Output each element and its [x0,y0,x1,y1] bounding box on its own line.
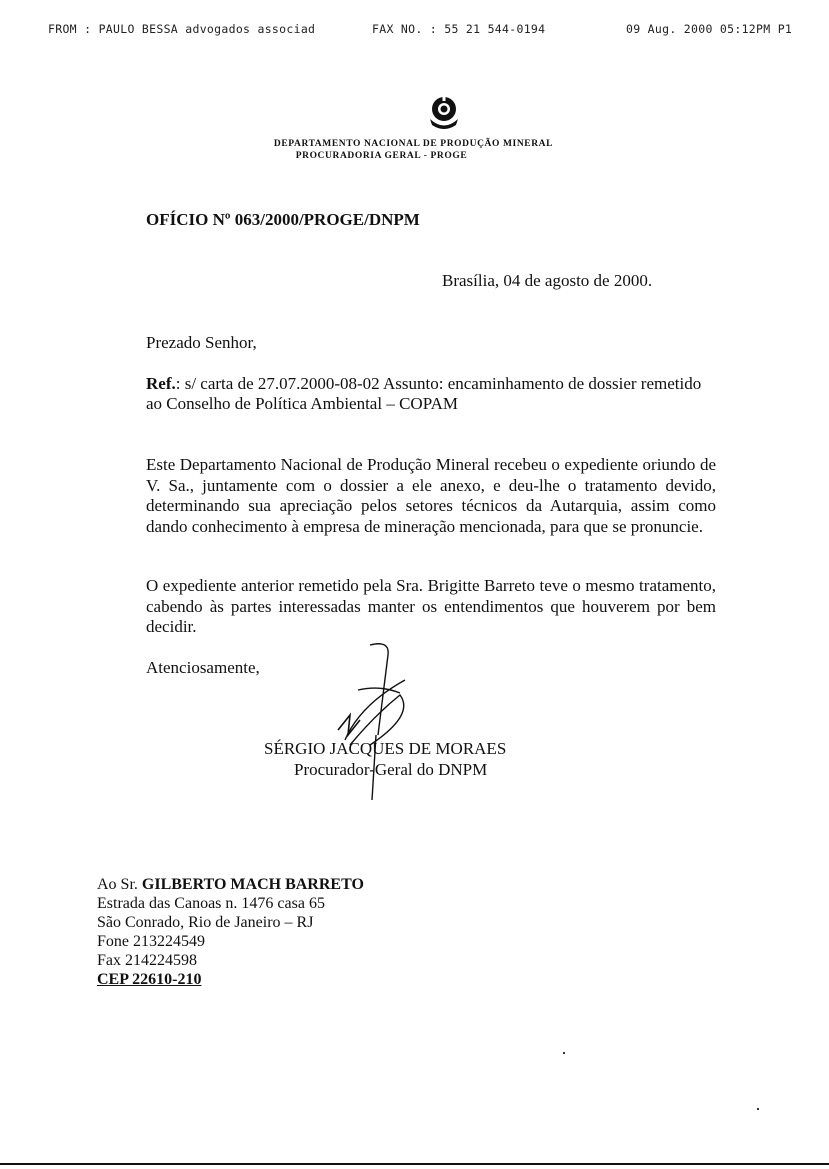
document-number: OFÍCIO Nº 063/2000/PROGE/DNPM [146,210,420,229]
addressee-fax: Fax 214224598 [97,952,197,969]
body-paragraph-1-text: Este Departamento Nacional de Produção Mineral recebeu o expediente oriundo de V. Sa., juntamente com o dossier a ele anexo, e deu-lhe o tratamento devido, determinando sua apreciação pelos setores técnicos da Autarquia, assim como dando conhecimento à empresa de mineração mencionada, para que se pronuncie. [146,455,716,536]
signatory-title: Procurador-Geral do DNPM [294,760,488,779]
addressee-city: São Conrado, Rio de Janeiro – RJ [97,914,314,931]
addressee-line [97,875,364,894]
body-paragraph-2-text: O expediente anterior remetido pela Sra. Brigitte Barreto teve o mesmo tratamento, cabendo às partes interessadas manter os entendimentos que houverem por bem decidir. [146,576,716,636]
reference-label: Ref. [146,374,176,393]
fax-timestamp: 09 Aug. 2000 05:12PM P1 [626,22,793,36]
addressee-phone: Fone 213224549 [97,933,205,950]
fax-from: FROM : PAULO BESSA advogados associad [48,22,316,36]
fax-bottom-edge [0,1163,829,1165]
body-paragraph [146,576,716,638]
scan-speck [563,1052,565,1054]
date-line: Brasília, 04 de agosto de 2000. [442,271,653,290]
brazil-coat-of-arms-icon [424,92,464,132]
salutation: Prezado Senhor, [146,333,257,352]
body-paragraph [146,455,716,537]
addressee-block [97,875,364,989]
addressee-street: Estrada das Canoas n. 1476 casa 65 [97,895,325,912]
addressee-cep: CEP 22610-210 [97,971,202,988]
signatory-name: SÉRGIO JACQUES DE MORAES [264,739,507,758]
letterhead-department: DEPARTAMENTO NACIONAL DE PRODUÇÃO MINERAL [273,139,554,149]
letterhead-division: PROCURADORIA GERAL - PROGE [295,151,468,161]
addressee-prefix: Ao Sr. [97,876,142,893]
reference-text: : s/ carta de 27.07.2000-08-02 Assunto: encaminhamento de dossier remetido ao Conselho de Política Ambiental – COPAM [146,374,702,413]
addressee-name: GILBERTO MACH BARRETO [141,876,364,893]
closing: Atenciosamente, [146,658,260,677]
fax-number: FAX NO. : 55 21 544-0194 [372,22,546,36]
scan-speck [757,1108,759,1110]
reference-block [146,374,720,414]
